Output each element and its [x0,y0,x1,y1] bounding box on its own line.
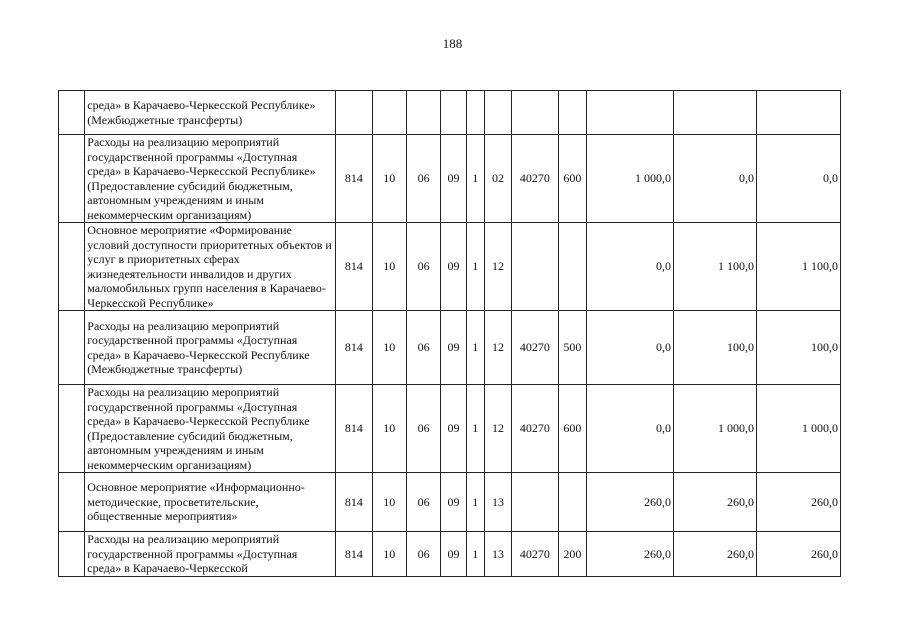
code-event: 12 [484,223,511,311]
amount-year-1: 1 000,0 [587,135,674,223]
code-event: 13 [484,473,511,532]
amount-year-1: 260,0 [587,473,674,532]
code-direction: 40270 [512,311,559,385]
row-description: Расходы на реализацию мероприятий государственной программы «Доступная среда» в Карачаево-Черкесской [85,532,336,577]
code-program: 09 [441,223,466,311]
amount-year-2: 1 100,0 [674,223,757,311]
amount-year-1: 0,0 [587,385,674,473]
row-description: Основное мероприятие «Формирование условий доступности приоритетных объектов и услуг в приоритетных сферах жизнедеятельности инвалидов и других маломобильных групп населения в Карачаево-Черкесской Республике» [85,223,336,311]
row-index-cell [59,91,85,135]
row-description: Расходы на реализацию мероприятий государственной программы «Доступная среда» в Карачаево-Черкесской Республике» (Предоставление субсидий бюджетным, автономным учреждениям и иным некоммерческим организациям) [85,135,336,223]
table-row [59,473,841,532]
amount-year-2: 0,0 [674,135,757,223]
code-event: 13 [484,532,511,577]
code-program: 09 [441,532,466,577]
row-index-cell [59,135,85,223]
code-subprogram [466,91,484,135]
code-event: 12 [484,311,511,385]
code-event: 12 [484,385,511,473]
budget-table [58,90,841,577]
code-direction: 40270 [512,135,559,223]
code-admin: 814 [336,311,372,385]
amount-year-3: 1 000,0 [756,385,840,473]
table-row [59,91,841,135]
amount-year-3: 100,0 [756,311,840,385]
code-subsection: 06 [406,473,440,532]
code-section: 10 [372,311,406,385]
code-section: 10 [372,385,406,473]
code-expense-type [558,91,586,135]
code-subprogram: 1 [466,473,484,532]
amount-year-2: 260,0 [674,473,757,532]
table-row [59,223,841,311]
code-subprogram: 1 [466,532,484,577]
code-section: 10 [372,223,406,311]
code-subprogram: 1 [466,385,484,473]
code-admin: 814 [336,223,372,311]
code-section: 10 [372,473,406,532]
code-expense-type: 600 [558,385,586,473]
amount-year-3 [756,91,840,135]
code-direction: 40270 [512,532,559,577]
code-direction [512,223,559,311]
amount-year-1: 260,0 [587,532,674,577]
table-row [59,135,841,223]
code-expense-type: 600 [558,135,586,223]
code-program: 09 [441,473,466,532]
amount-year-1: 0,0 [587,311,674,385]
amount-year-1 [587,91,674,135]
code-admin: 814 [336,135,372,223]
code-event: 02 [484,135,511,223]
page-number: 188 [442,36,463,51]
amount-year-2 [674,91,757,135]
code-admin: 814 [336,473,372,532]
code-admin [336,91,372,135]
code-subprogram: 1 [466,135,484,223]
amount-year-1: 0,0 [587,223,674,311]
code-subsection: 06 [406,385,440,473]
row-index-cell [59,385,85,473]
code-expense-type [558,473,586,532]
code-direction [512,473,559,532]
code-event [484,91,511,135]
table-row [59,311,841,385]
code-subprogram: 1 [466,223,484,311]
code-program: 09 [441,311,466,385]
code-subsection: 06 [406,532,440,577]
row-index-cell [59,473,85,532]
amount-year-3: 0,0 [756,135,840,223]
code-direction [512,91,559,135]
amount-year-3: 1 100,0 [756,223,840,311]
amount-year-2: 260,0 [674,532,757,577]
code-expense-type: 500 [558,311,586,385]
code-program: 09 [441,385,466,473]
code-expense-type [558,223,586,311]
amount-year-2: 100,0 [674,311,757,385]
table-row [59,385,841,473]
amount-year-3: 260,0 [756,532,840,577]
code-expense-type: 200 [558,532,586,577]
row-description: Расходы на реализацию мероприятий государственной программы «Доступная среда» в Карачаево-Черкесской Республике (Межбюджетные трансферты) [85,311,336,385]
amount-year-3: 260,0 [756,473,840,532]
code-direction: 40270 [512,385,559,473]
row-index-cell [59,223,85,311]
code-program [441,91,466,135]
code-subsection: 06 [406,311,440,385]
code-subsection: 06 [406,223,440,311]
code-section: 10 [372,532,406,577]
code-subsection [406,91,440,135]
table-row [59,532,841,577]
row-description: среда» в Карачаево-Черкесской Республике» (Межбюджетные трансферты) [85,91,336,135]
code-program: 09 [441,135,466,223]
code-section [372,91,406,135]
code-subprogram: 1 [466,311,484,385]
code-section: 10 [372,135,406,223]
code-subsection: 06 [406,135,440,223]
row-description: Расходы на реализацию мероприятий государственной программы «Доступная среда» в Карачаево-Черкесской Республике (Предоставление субсидий бюджетным, автономным учреждениям и иным некоммерческим организациям) [85,385,336,473]
code-admin: 814 [336,385,372,473]
amount-year-2: 1 000,0 [674,385,757,473]
row-index-cell [59,311,85,385]
row-description: Основное мероприятие «Информационно-методические, просветительские, общественные мероприятия» [85,473,336,532]
code-admin: 814 [336,532,372,577]
row-index-cell [59,532,85,577]
